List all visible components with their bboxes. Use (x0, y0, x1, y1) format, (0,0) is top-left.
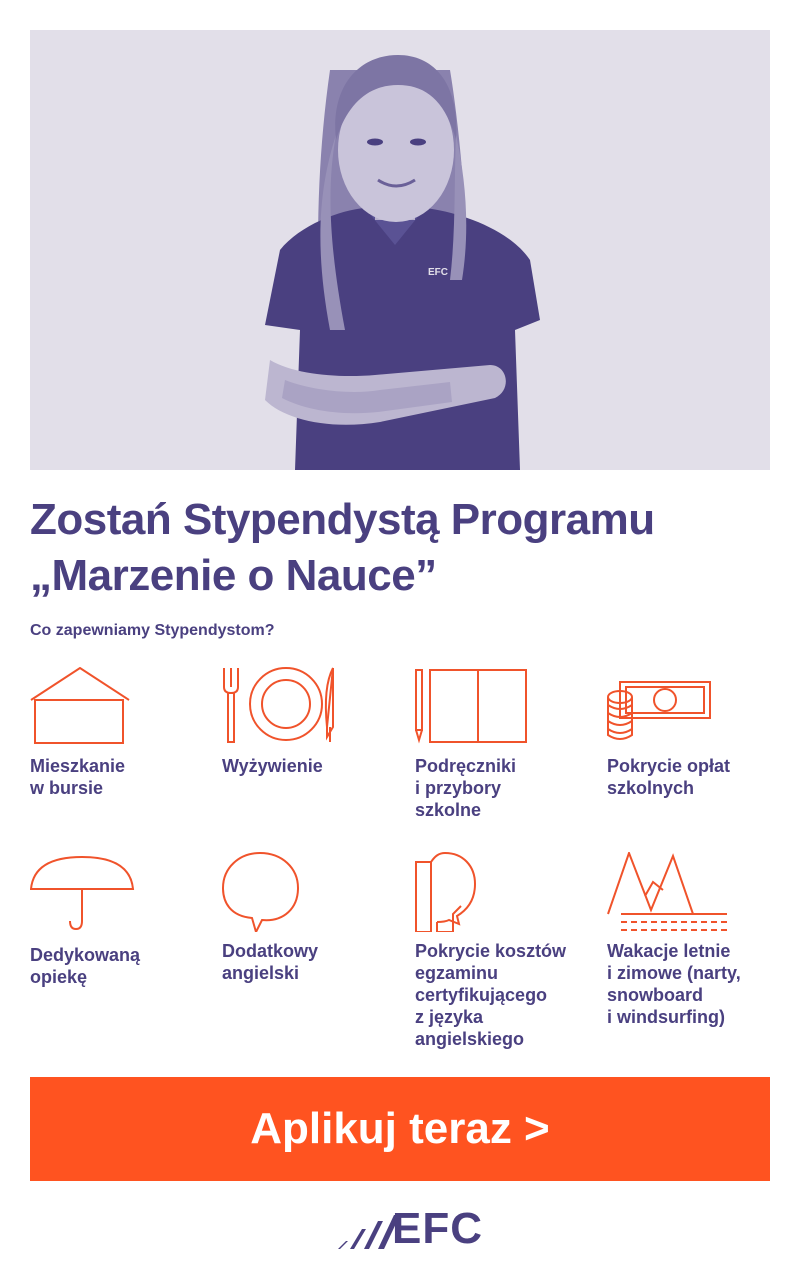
feature-label-line: angielski (222, 963, 300, 983)
hero-photo (30, 30, 770, 470)
feature-label-line: Dodatkowy (222, 941, 319, 961)
efc-logo[interactable] (336, 1205, 486, 1255)
scholar-portrait-illustration (30, 30, 770, 470)
logo-slashes-icon (336, 1211, 400, 1255)
feature-label-line: z języka (415, 1007, 484, 1027)
feature-label-line: Wakacje letnie (607, 941, 731, 961)
logo-text: EFC (392, 1204, 483, 1253)
feature-label-line: i zimowe (narty, (607, 963, 741, 983)
speech-bubble-icon (222, 852, 352, 932)
feature-label-line: i windsurfing) (607, 1007, 725, 1027)
feature-label-line: Pokrycie opłat (607, 756, 731, 776)
page-title (30, 492, 770, 604)
feature-label-line: Mieszkanie (30, 756, 126, 776)
feature-label-line: Dedykowaną (30, 945, 141, 965)
feature-label-line: w bursie (30, 778, 104, 798)
plate-cutlery-icon (222, 667, 352, 747)
feature-label-line: egzaminu (415, 963, 499, 983)
feature-label-line: szkolne (415, 800, 482, 820)
certificate-bubble-icon (415, 852, 545, 932)
feature-label-line: Podręczniki (415, 756, 517, 776)
coins-banknote-icon (607, 667, 737, 747)
house-icon (30, 667, 160, 747)
benefits-subtitle: Co zapewniamy Stypendystom? (30, 622, 275, 639)
page-title-line-2: „Marzenie o Nauce” (30, 551, 437, 600)
apply-now-button[interactable]: Aplikuj teraz > (30, 1077, 770, 1181)
feature-label-line: Wyżywienie (222, 756, 323, 776)
feature-label-line: i przybory (415, 778, 502, 798)
feature-label-line: certyfikującego (415, 985, 548, 1005)
feature-label-line: snowboard (607, 985, 704, 1005)
book-pencil-icon (415, 667, 545, 747)
page-title-line-1: Zostań Stypendystą Programu (30, 495, 655, 544)
feature-label-line: szkolnych (607, 778, 695, 798)
mountains-water-icon (607, 852, 737, 932)
feature-label-line: opiekę (30, 967, 88, 987)
feature-label-line: Pokrycie kosztów (415, 941, 567, 961)
umbrella-icon (30, 856, 160, 936)
shirt-logo-text: EFC (428, 267, 448, 278)
feature-label-line: angielskiego (415, 1029, 525, 1049)
